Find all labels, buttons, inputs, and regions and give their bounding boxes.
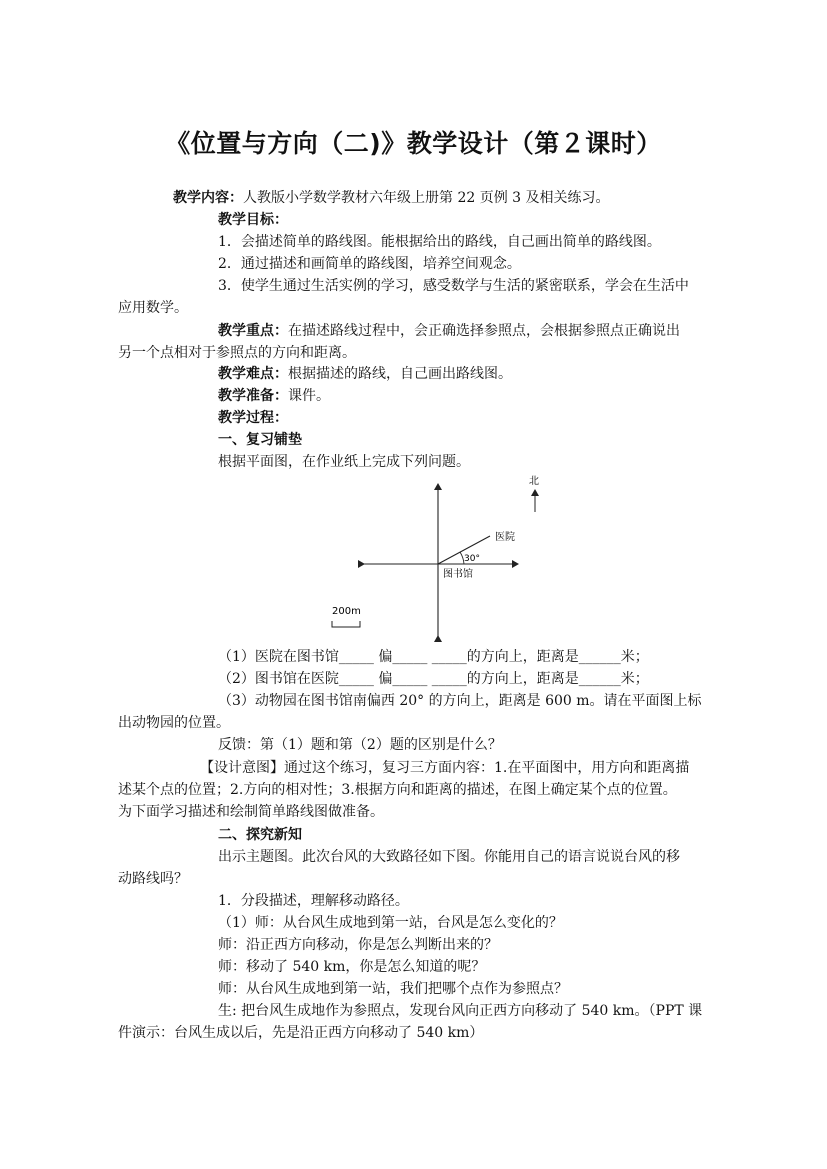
question-3a: （3）动物园在图书馆南偏西 20° 的方向上，距离是 600 m。请在平面图上标 [218, 693, 702, 709]
scale-label: 200m [332, 606, 361, 617]
content-label: 教学内容： [173, 190, 243, 206]
question-2: （2）图书馆在医院_____ 偏_____ _____的方向上，距离是______米； [218, 671, 649, 687]
goals-label: 教学目标： [218, 212, 288, 228]
content-line [173, 187, 610, 209]
section2-p1b: 动路线吗？ [118, 871, 188, 887]
diff-line [218, 363, 512, 385]
section2-p4: 师：沿正西方向移动，你是怎么判断出来的？ [218, 937, 498, 953]
section2-p2: 1．分段描述，理解移动路径。 [218, 893, 409, 909]
north-label: 北 [529, 476, 539, 487]
key-text: 在描述路线过程中，会正确选择参照点，会根据参照点正确说出 [288, 323, 680, 339]
hospital-label: 医院 [495, 532, 515, 543]
section2-p7b: 件演示：台风生成以后，先是沿正西方向移动了 540 km） [118, 1025, 484, 1041]
library-label: 图书馆 [443, 569, 473, 580]
prep-label: 教学准备： [218, 388, 288, 404]
angle-label: 30° [464, 554, 480, 564]
goal-3b: 应用数学。 [118, 300, 188, 316]
diff-label: 教学难点： [218, 366, 288, 382]
section2-p6: 师：从台风生成地到第一站，我们把哪个点作为参照点？ [218, 981, 568, 997]
prep-text: 课件。 [288, 388, 330, 404]
question-1: （1）医院在图书馆_____ 偏_____ _____的方向上，距离是______米； [218, 649, 649, 665]
goal-3a: 3．使学生通过生活实例的学习，感受数学与生活的紧密联系，学会在生活中 [218, 278, 689, 294]
section1-intro: 根据平面图，在作业纸上完成下列问题。 [218, 454, 470, 470]
section2-p1a: 出示主题图。此次台风的大致路径如下图。你能用自己的语言说说台风的移 [218, 849, 680, 865]
scale-bar [332, 621, 360, 627]
section2-p3: （1）师：从台风生成地到第一站，台风是怎么变化的？ [218, 915, 563, 931]
location-diagram [320, 470, 560, 642]
page-title: 《位置与方向（二)》教学设计（第２课时） [165, 129, 662, 158]
question-3b: 出动物园的位置。 [118, 715, 230, 731]
section2-p5: 师：移动了 540 km，你是怎么知道的呢？ [218, 959, 486, 975]
goal-1: 1．会描述简单的路线图。能根据给出的路线，自己画出简单的路线图。 [218, 234, 661, 250]
process-label: 教学过程： [218, 410, 288, 426]
section2-heading: 二、探究新知 [218, 827, 302, 843]
design-intent-c: 为下面学习描述和绘制简单路线图做准备。 [118, 804, 384, 820]
prep-line [218, 385, 330, 407]
key-text-b: 另一个点相对于参照点的方向和距离。 [118, 345, 356, 361]
goal-2: 2．通过描述和画简单的路线图，培养空间观念。 [218, 256, 521, 272]
key-line [218, 320, 680, 342]
design-intent-b: 述某个点的位置；2.方向的相对性；3.根据方向和距离的描述，在图上确定某个点的位置。 [118, 782, 677, 798]
diff-text: 根据描述的路线，自己画出路线图。 [288, 366, 512, 382]
content-text: 人教版小学数学教材六年级上册第 22 页例 3 及相关练习。 [243, 190, 610, 206]
section1-heading: 一、复习铺垫 [218, 432, 302, 448]
feedback: 反馈：第（1）题和第（2）题的区别是什么？ [218, 737, 502, 753]
key-label: 教学重点： [218, 323, 288, 339]
design-intent-a: 【设计意图】通过这个练习，复习三方面内容：1.在平面图中，用方向和距离描 [200, 760, 690, 776]
section2-p7a: 生: 把台风生成地作为参照点，发现台风向正西方向移动了 540 km。（PPT 课 [218, 1003, 703, 1019]
